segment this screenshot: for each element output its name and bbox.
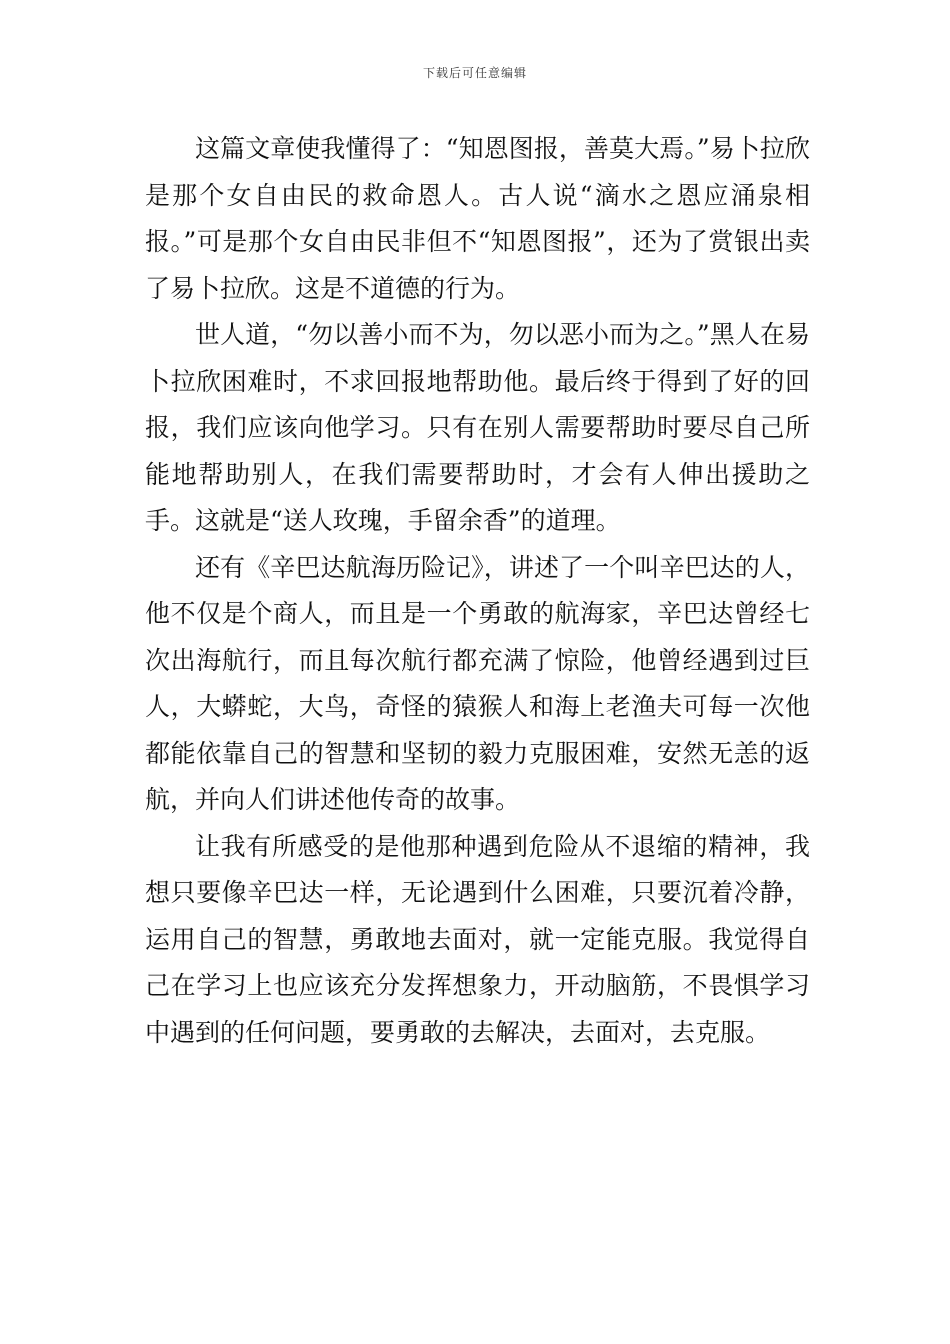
paragraph-3: 还有《辛巴达航海历险记》，讲述了一个叫辛巴达的人，他不仅是个商人，而且是一个勇敢的航海家，辛巴达曾经七次出海航行，而且每次航行都充满了惊险，他曾经遇到过巨人，大蟒蛇，大鸟，奇怪的猿猴人和海上老渔夫可每一次他都能依靠自己的智慧和坚韧的毅力克服困难，安然无恙的返航，并向人们讲述他传奇的故事。 — [145, 552, 810, 814]
paragraph-1: 这篇文章使我懂得了：“知恩图报，善莫大焉。”易卜拉欣是那个女自由民的救命恩人。古人说“滴水之恩应涌泉相报。”可是那个女自由民非但不“知恩图报”，还为了赏银出卖了易卜拉欣。这是不道德的行为。 — [145, 134, 810, 303]
document-body — [145, 126, 810, 1056]
page-header: 下载后可任意编辑 — [422, 66, 527, 80]
paragraph-4: 让我有所感受的是他那种遇到危险从不退缩的精神，我想只要像辛巴达一样，无论遇到什么困难，只要沉着冷静，运用自己的智慧，勇敢地去面对，就一定能克服。我觉得自己在学习上也应该充分发挥想象力，开动脑筋，不畏惧学习中遇到的任何问题，要勇敢的去解决，去面对，去克服。 — [145, 831, 810, 1047]
paragraph-2: 世人道，“勿以善小而不为，勿以恶小而为之。”黑人在易卜拉欣困难时，不求回报地帮助他。最后终于得到了好的回报，我们应该向他学习。只有在别人需要帮助时要尽自己所能地帮助别人，在我们需要帮助时，才会有人伸出援助之手。这就是“送人玫瑰，手留余香”的道理。 — [145, 320, 810, 535]
